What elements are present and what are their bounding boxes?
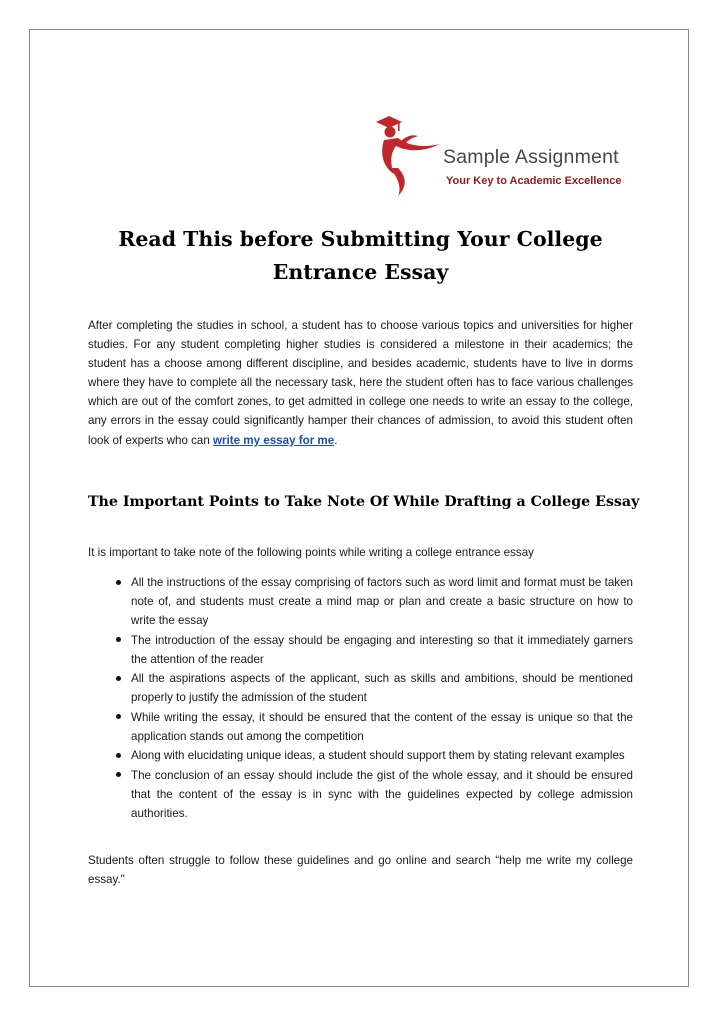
logo-name: Sample Assignment [443, 146, 619, 168]
list-item-text: While writing the essay, it should be ensured that the content of the essay is unique so that the application stands out among the competition [131, 710, 633, 743]
sample-assignment-logo [372, 112, 634, 198]
points-list [88, 573, 633, 823]
bullet-icon [116, 676, 121, 681]
intro-end: . [334, 433, 338, 447]
list-lead-text: It is important to take note of the following points while writing a college entrance essay [88, 546, 534, 559]
list-item [88, 766, 633, 823]
list-item [88, 669, 633, 707]
list-item [88, 746, 633, 765]
intro-paragraph [88, 316, 633, 450]
bullet-icon [116, 637, 121, 642]
list-item [88, 573, 633, 630]
write-my-essay-link[interactable]: write my essay for me [213, 433, 335, 447]
section-heading: The Important Points to Take Note Of While Drafting a College Essay [88, 494, 640, 510]
bullet-icon [116, 753, 121, 758]
graduate-figure-icon [372, 112, 452, 198]
bullet-icon [116, 772, 121, 777]
list-item-text: All the aspirations aspects of the applicant, such as skills and ambitions, should be mentioned properly to justify the admission of the student [131, 672, 633, 704]
closing-paragraph: Students often struggle to follow these guidelines and go online and search “help me write my college essay." [88, 854, 633, 886]
page-title: Read This before Submitting Your College Entrance Essay [118, 227, 603, 284]
bullet-icon [116, 714, 121, 719]
list-item [88, 631, 633, 669]
bullet-icon [116, 580, 121, 585]
intro-text: After completing the studies in school, a student has to choose various topics and universities for higher studies. For any student completing higher studies is considered a milestone in their academics; the student has a choose among different discipline, and besides academic, students have to live in dorms where they have to complete all the necessary task, here the student often has to face various challenges which are out of the comfort zones, to get admitted in college one needs to write an essay to the college, any errors in the essay could significantly hamper their chances of admission, to avoid this student often look of experts who can [88, 319, 633, 447]
list-item-text: All the instructions of the essay comprising of factors such as word limit and format must be taken note of, and students must create a mind map or plan and create a basic structure on how to write the essay [131, 576, 633, 627]
logo-tagline: Your Key to Academic Excellence [446, 175, 622, 187]
list-item-text: The introduction of the essay should be engaging and interesting so that it immediately garners the attention of the reader [131, 633, 633, 666]
list-item [88, 708, 633, 746]
list-item-text: Along with elucidating unique ideas, a student should support them by stating relevant examples [131, 749, 625, 762]
list-item-text: The conclusion of an essay should include the gist of the whole essay, and it should be ensured that the content of the essay is in sync with the guidelines expected by college admission authorities. [131, 768, 633, 820]
